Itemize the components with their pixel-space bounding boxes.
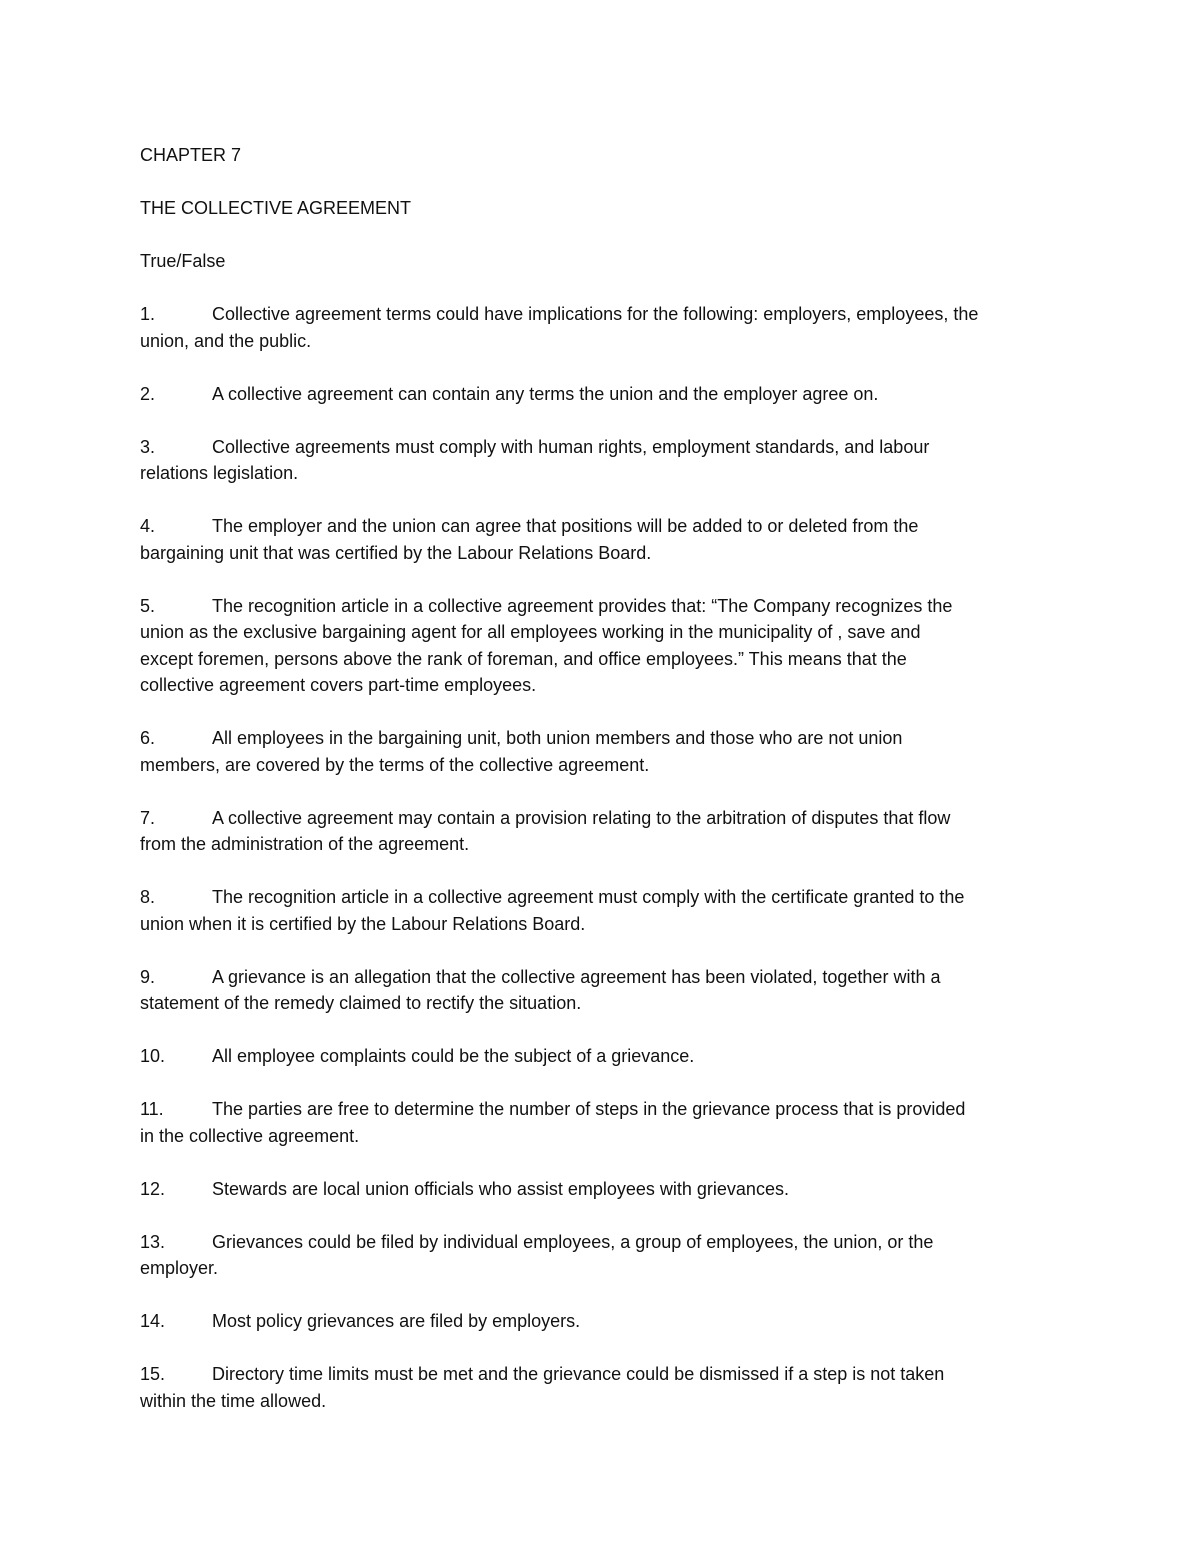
question-text: All employee complaints could be the subject of a grievance. xyxy=(212,1046,695,1066)
question-item xyxy=(140,805,1060,858)
question-number: 4. xyxy=(140,516,156,536)
section-heading: True/False xyxy=(140,251,226,271)
question-item xyxy=(140,1176,1060,1203)
question-line xyxy=(140,1176,1060,1203)
question-line xyxy=(140,1043,1060,1070)
question-text: bargaining unit that was certified by the Labour Relations Board. xyxy=(140,542,652,563)
question-number: 8. xyxy=(140,887,156,907)
question-line xyxy=(140,1123,1060,1150)
question-line xyxy=(140,752,1060,779)
question-number: 12. xyxy=(140,1178,166,1199)
question-number: 3. xyxy=(140,436,156,457)
question-item xyxy=(140,593,1060,699)
question-line xyxy=(140,672,1060,699)
question-item xyxy=(140,884,1060,937)
question-item xyxy=(140,301,1060,354)
question-line xyxy=(140,646,1060,673)
question-item xyxy=(140,725,1060,778)
question-text: Directory time limits must be met and the grievance could be dismissed if a step is not taken xyxy=(212,1364,945,1384)
question-item xyxy=(140,1096,1060,1149)
question-number: 9. xyxy=(140,966,156,987)
question-number: 5. xyxy=(140,595,156,616)
question-text: union as the exclusive bargaining agent for all employees working in the municipality of , save and xyxy=(140,622,921,642)
question-text: A collective agreement can contain any terms the union and the employer agree on. xyxy=(212,383,879,404)
question-line xyxy=(140,513,1060,540)
question-line xyxy=(140,1308,1060,1335)
question-line xyxy=(140,1096,1060,1123)
question-line xyxy=(140,805,1060,832)
question-text: from the administration of the agreement. xyxy=(140,834,470,854)
question-item xyxy=(140,1308,1060,1335)
question-number: 10. xyxy=(140,1046,166,1066)
question-line xyxy=(140,911,1060,938)
question-text: union when it is certified by the Labour Relations Board. xyxy=(140,913,586,934)
question-line xyxy=(140,619,1060,646)
question-line xyxy=(140,964,1060,991)
question-text: All employees in the bargaining unit, both union members and those who are not union xyxy=(212,728,903,748)
question-line xyxy=(140,1361,1060,1388)
question-line xyxy=(140,725,1060,752)
question-line xyxy=(140,434,1060,461)
question-text: members, are covered by the terms of the collective agreement. xyxy=(140,754,650,775)
question-text: Grievances could be filed by individual employees, a group of employees, the union, or the xyxy=(212,1231,934,1252)
question-text: Collective agreement terms could have implications for the following: employers, employees, the xyxy=(212,304,979,324)
question-text: The recognition article in a collective agreement must comply with the certificate granted to the xyxy=(212,887,965,907)
question-text: employer. xyxy=(140,1258,219,1278)
question-text: Stewards are local union officials who assist employees with grievances. xyxy=(212,1178,789,1199)
question-item xyxy=(140,1361,1060,1414)
question-line xyxy=(140,593,1060,620)
question-line xyxy=(140,540,1060,567)
question-line xyxy=(140,328,1060,355)
question-item xyxy=(140,434,1060,487)
question-text: in the collective agreement. xyxy=(140,1125,360,1146)
question-text: Most policy grievances are filed by employers. xyxy=(212,1311,581,1331)
question-text: Collective agreements must comply with human rights, employment standards, and labour xyxy=(212,436,930,457)
question-text: A collective agreement may contain a provision relating to the arbitration of disputes that flow xyxy=(212,807,951,828)
question-text: The recognition article in a collective agreement provides that: “The Company recognizes the xyxy=(212,595,953,616)
question-line xyxy=(140,990,1060,1017)
chapter-heading: CHAPTER 7 xyxy=(140,145,242,165)
question-text: except foremen, persons above the rank of foreman, and office employees.” This means that the xyxy=(140,648,907,669)
question-text: statement of the remedy claimed to rectify the situation. xyxy=(140,993,582,1013)
question-text: The parties are free to determine the number of steps in the grievance process that is provided xyxy=(212,1099,966,1119)
question-item xyxy=(140,1229,1060,1282)
question-line xyxy=(140,301,1060,328)
question-list xyxy=(140,301,1060,1414)
chapter-title: THE COLLECTIVE AGREEMENT xyxy=(140,198,412,218)
question-line xyxy=(140,1229,1060,1256)
question-number: 13. xyxy=(140,1231,166,1252)
question-text: union, and the public. xyxy=(140,330,312,351)
question-text: collective agreement covers part-time employees. xyxy=(140,675,537,695)
question-line xyxy=(140,381,1060,408)
question-line xyxy=(140,1255,1060,1282)
question-number: 7. xyxy=(140,807,156,828)
question-number: 15. xyxy=(140,1364,166,1384)
question-text: within the time allowed. xyxy=(140,1390,327,1411)
question-item xyxy=(140,1043,1060,1070)
question-line xyxy=(140,831,1060,858)
question-item xyxy=(140,964,1060,1017)
question-line xyxy=(140,884,1060,911)
question-text: relations legislation. xyxy=(140,463,299,483)
question-number: 11. xyxy=(140,1099,164,1119)
document-content xyxy=(140,142,1060,1441)
question-number: 2. xyxy=(140,383,156,404)
question-item xyxy=(140,513,1060,566)
question-text: The employer and the union can agree that positions will be added to or deleted from the xyxy=(212,516,919,536)
question-number: 6. xyxy=(140,728,156,748)
question-line xyxy=(140,1388,1060,1415)
question-item xyxy=(140,381,1060,408)
question-line xyxy=(140,460,1060,487)
question-number: 14. xyxy=(140,1311,166,1331)
question-number: 1. xyxy=(140,304,156,324)
question-text: A grievance is an allegation that the collective agreement has been violated, together with a xyxy=(212,966,941,987)
